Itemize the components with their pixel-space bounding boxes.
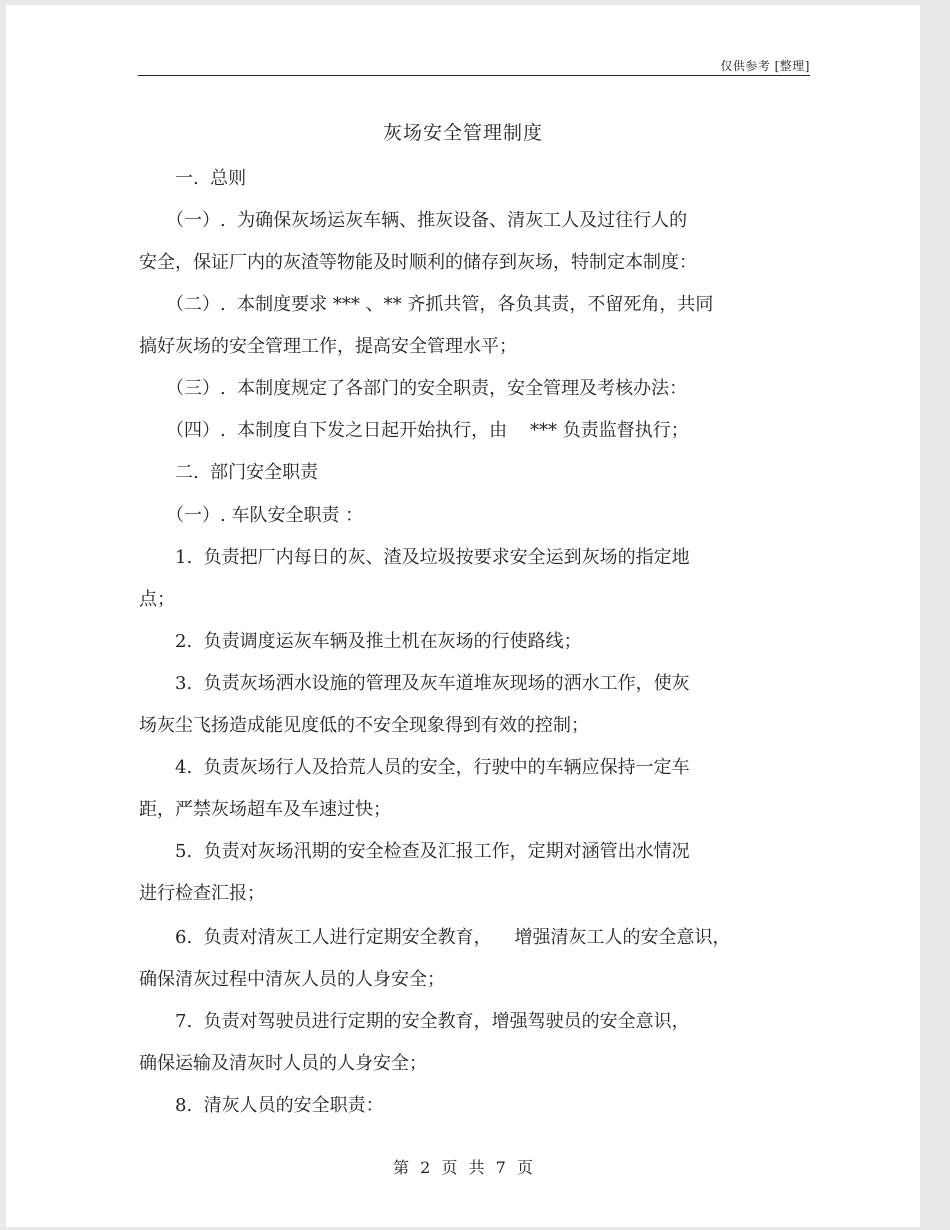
- document-page: [6, 5, 920, 1227]
- text-line: 二. 部门安全职责: [139, 462, 319, 483]
- text-line: 进行检查汇报；: [139, 883, 265, 904]
- page-footer: 第 2 页 共 7 页: [393, 1158, 533, 1177]
- text-line: 场灰尘飞扬造成能见度低的不安全现象得到有效的控制；: [139, 715, 589, 736]
- text-line: （四）. 本制度自下发之日起开始执行，由 *** 负责监督执行；: [139, 420, 689, 441]
- document-title: 灰场安全管理制度: [382, 122, 543, 144]
- text-line: 点；: [139, 589, 175, 610]
- text-line: 4. 负责灰场行人及拾荒人员的安全，行驶中的车辆应保持一定车: [139, 757, 690, 778]
- header-rule: [138, 75, 810, 76]
- text-line: 距，严禁灰场超车及车速过快；: [139, 799, 391, 820]
- header-note: 仅供参考 [整理]: [720, 59, 810, 73]
- text-line: 5. 负责对灰场汛期的安全检查及汇报工作，定期对涵管出水情况: [139, 841, 690, 862]
- text-line: （一）. 为确保灰场运灰车辆、推灰设备、清灰工人及过往行人的: [139, 210, 688, 231]
- text-line: 一. 总则: [139, 168, 247, 189]
- text-line: 确保清灰过程中清灰人员的人身安全；: [139, 969, 445, 990]
- text-line: 1. 负责把厂内每日的灰、渣及垃圾按要求安全运到灰场的指定地: [139, 547, 690, 568]
- text-line: （三）. 本制度规定了各部门的安全职责，安全管理及考核办法：: [139, 378, 688, 399]
- text-line: （一）. 车队安全职责 ：: [139, 505, 364, 526]
- text-line: 确保运输及清灰时人员的人身安全；: [139, 1053, 427, 1074]
- text-line: 7. 负责对驾驶员进行定期的安全教育，增强驾驶员的安全意识，: [139, 1011, 690, 1032]
- text-line: 2. 负责调度运灰车辆及推土机在灰场的行使路线；: [139, 631, 582, 652]
- text-line: 3. 负责灰场洒水设施的管理及灰车道堆灰现场的洒水工作，使灰: [139, 673, 690, 694]
- text-line: 安全，保证厂内的灰渣等物能及时顺利的储存到灰场，特制定本制度：: [139, 252, 697, 273]
- text-line: 6. 负责对清灰工人进行定期安全教育， 增强清灰工人的安全意识，: [139, 927, 731, 948]
- text-line: 8. 清灰人员的安全职责：: [139, 1095, 384, 1116]
- text-line: 搞好灰场的安全管理工作，提高安全管理水平；: [139, 336, 517, 357]
- text-line: （二）. 本制度要求 *** 、** 齐抓共管，各负其责，不留死角，共同: [139, 294, 714, 315]
